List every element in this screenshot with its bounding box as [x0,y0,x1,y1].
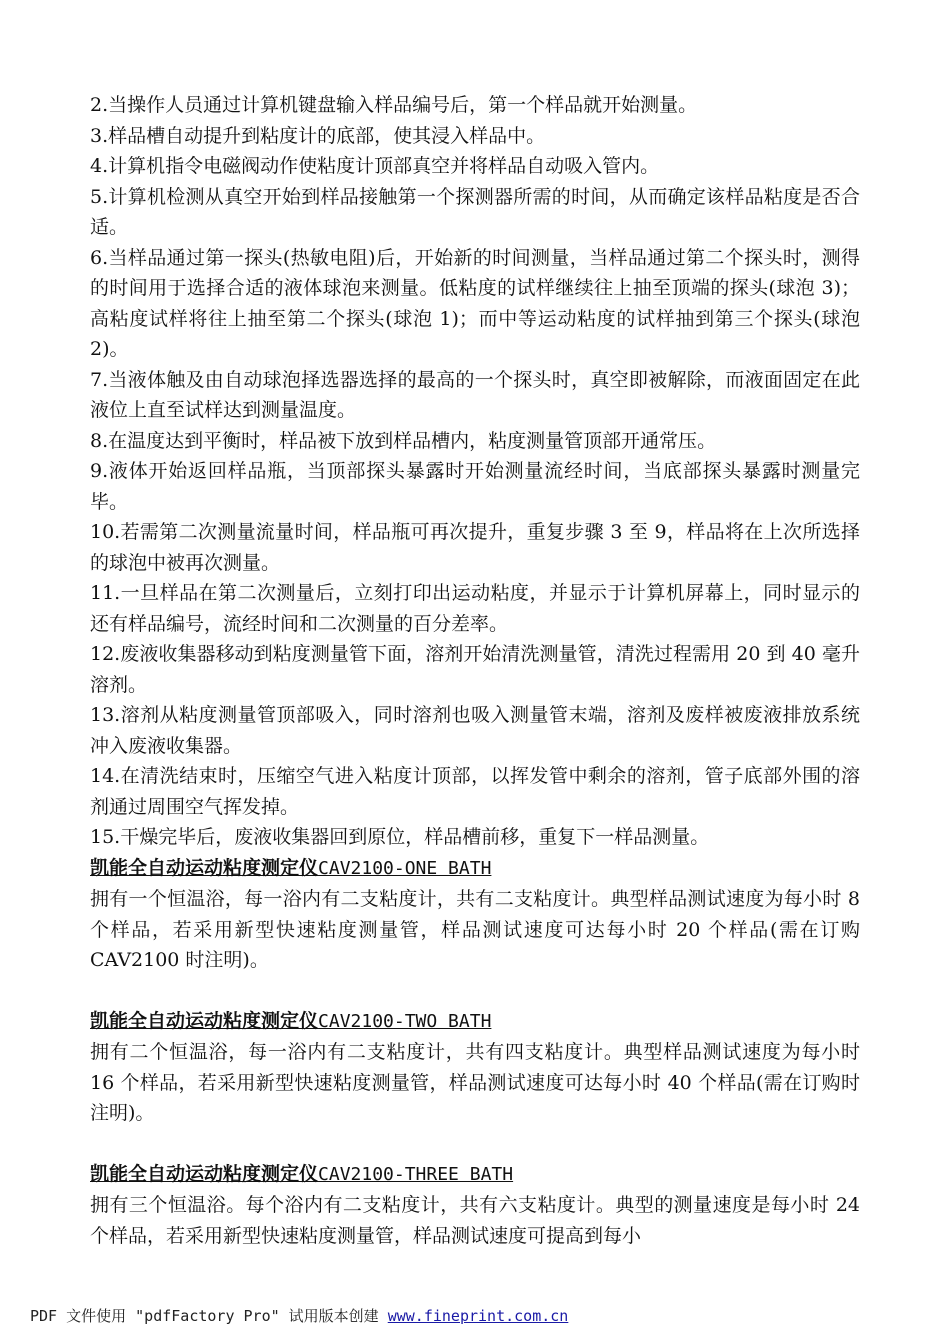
product-one-bath [90,853,860,976]
step-7: 7.当液体触及由自动球泡择选器选择的最高的一个探头时，真空即被解除，而液面固定在此液位上直至试样达到测量温度。 [90,368,860,421]
step-2: 2.当操作人员通过计算机键盘输入样品编号后，第一个样品就开始测量。 [90,94,698,116]
spacer [90,976,860,1006]
step-9: 9.液体开始返回样品瓶，当顶部探头暴露时开始测量流经时间，当底部探头暴露时测量完毕。 [90,460,860,513]
step-6: 6.当样品通过第一探头(热敏电阻)后，开始新的时间测量，当样品通过第二个探头时，测得的时间用于选择合适的液体球泡来测量。低粘度的试样继续往上抽至顶端的探头(球泡 3)；高粘度试样将往上抽至第二个探头(球泡 1)；而中等运动粘度的试样抽到第三个探头(球泡 2)。 [90,246,860,360]
product-title: 凯能全自动运动粘度测定仪 [90,1162,319,1185]
step-4: 4.计算机指令电磁阀动作使粘度计顶部真空并将样品自动吸入管内。 [90,155,660,177]
step-5: 5.计算机检测从真空开始到样品接触第一个探测器所需的时间，从而确定该样品粘度是否合适。 [90,185,860,238]
step-3: 3.样品槽自动提升到粘度计的底部，使其浸入样品中。 [90,124,546,147]
product-description: 拥有三个恒温浴。每个浴内有二支粘度计，共有六支粘度计。典型的测量速度是每小时 24 个样品，若采用新型快速粘度测量管，样品测试速度可提高到每小 [90,1194,860,1247]
footer-link[interactable]: www.fineprint.com.cn [387,1307,569,1325]
product-two-bath [90,1006,860,1129]
product-three-bath [90,1159,860,1252]
step-14: 14.在清洗结束时，压缩空气进入粘度计顶部，以挥发管中剩余的溶剂，管子底部外围的溶剂通过周围空气挥发掉。 [90,765,860,818]
product-model: CAV2100-ONE BATH [318,857,492,879]
step-10: 10.若需第二次测量流量时间，样品瓶可再次提升，重复步骤 3 至 9，样品将在上次所选择的球泡中被再次测量。 [90,521,860,574]
product-model: CAV2100-THREE BATH [318,1163,514,1185]
product-description: 拥有一个恒温浴，每一浴内有二支粘度计，共有二支粘度计。典型样品测试速度为每小时 8 个样品，若采用新型快速粘度测量管，样品测试速度可达每小时 20 个样品(需在订购 CAV2100 时注明)。 [90,888,860,971]
product-heading [90,1006,860,1038]
spacer [90,1129,860,1159]
product-model: CAV2100-TWO BATH [318,1010,492,1032]
product-heading [90,853,860,885]
step-8: 8.在温度达到平衡时，样品被下放到样品槽内，粘度测量管顶部开通常压。 [90,429,717,452]
product-title: 凯能全自动运动粘度测定仪 [90,856,319,879]
footer-text: PDF 文件使用 "pdfFactory Pro" 试用版本创建 [30,1307,388,1325]
document-page [90,90,860,1251]
procedure-steps [90,90,860,853]
step-15: 15.干燥完毕后，废液收集器回到原位，样品槽前移，重复下一样品测量。 [90,826,710,848]
product-description: 拥有二个恒温浴，每一浴内有二支粘度计，共有四支粘度计。典型样品测试速度为每小时 16 个样品，若采用新型快速粘度测量管，样品测试速度可达每小时 40 个样品(需在订购时注明)。 [90,1041,860,1124]
step-13: 13.溶剂从粘度测量管顶部吸入，同时溶剂也吸入测量管末端，溶剂及废样被废液排放系统冲入废液收集器。 [90,704,860,757]
product-title: 凯能全自动运动粘度测定仪 [90,1009,319,1032]
step-12: 12.废液收集器移动到粘度测量管下面，溶剂开始清洗测量管，清洗过程需用 20 到 40 毫升溶剂。 [90,643,860,696]
product-heading [90,1159,860,1191]
pdf-footer [30,1305,568,1326]
step-11: 11.一旦样品在第二次测量后，立刻打印出运动粘度，并显示于计算机屏幕上，同时显示的还有样品编号，流经时间和二次测量的百分差率。 [90,582,860,635]
